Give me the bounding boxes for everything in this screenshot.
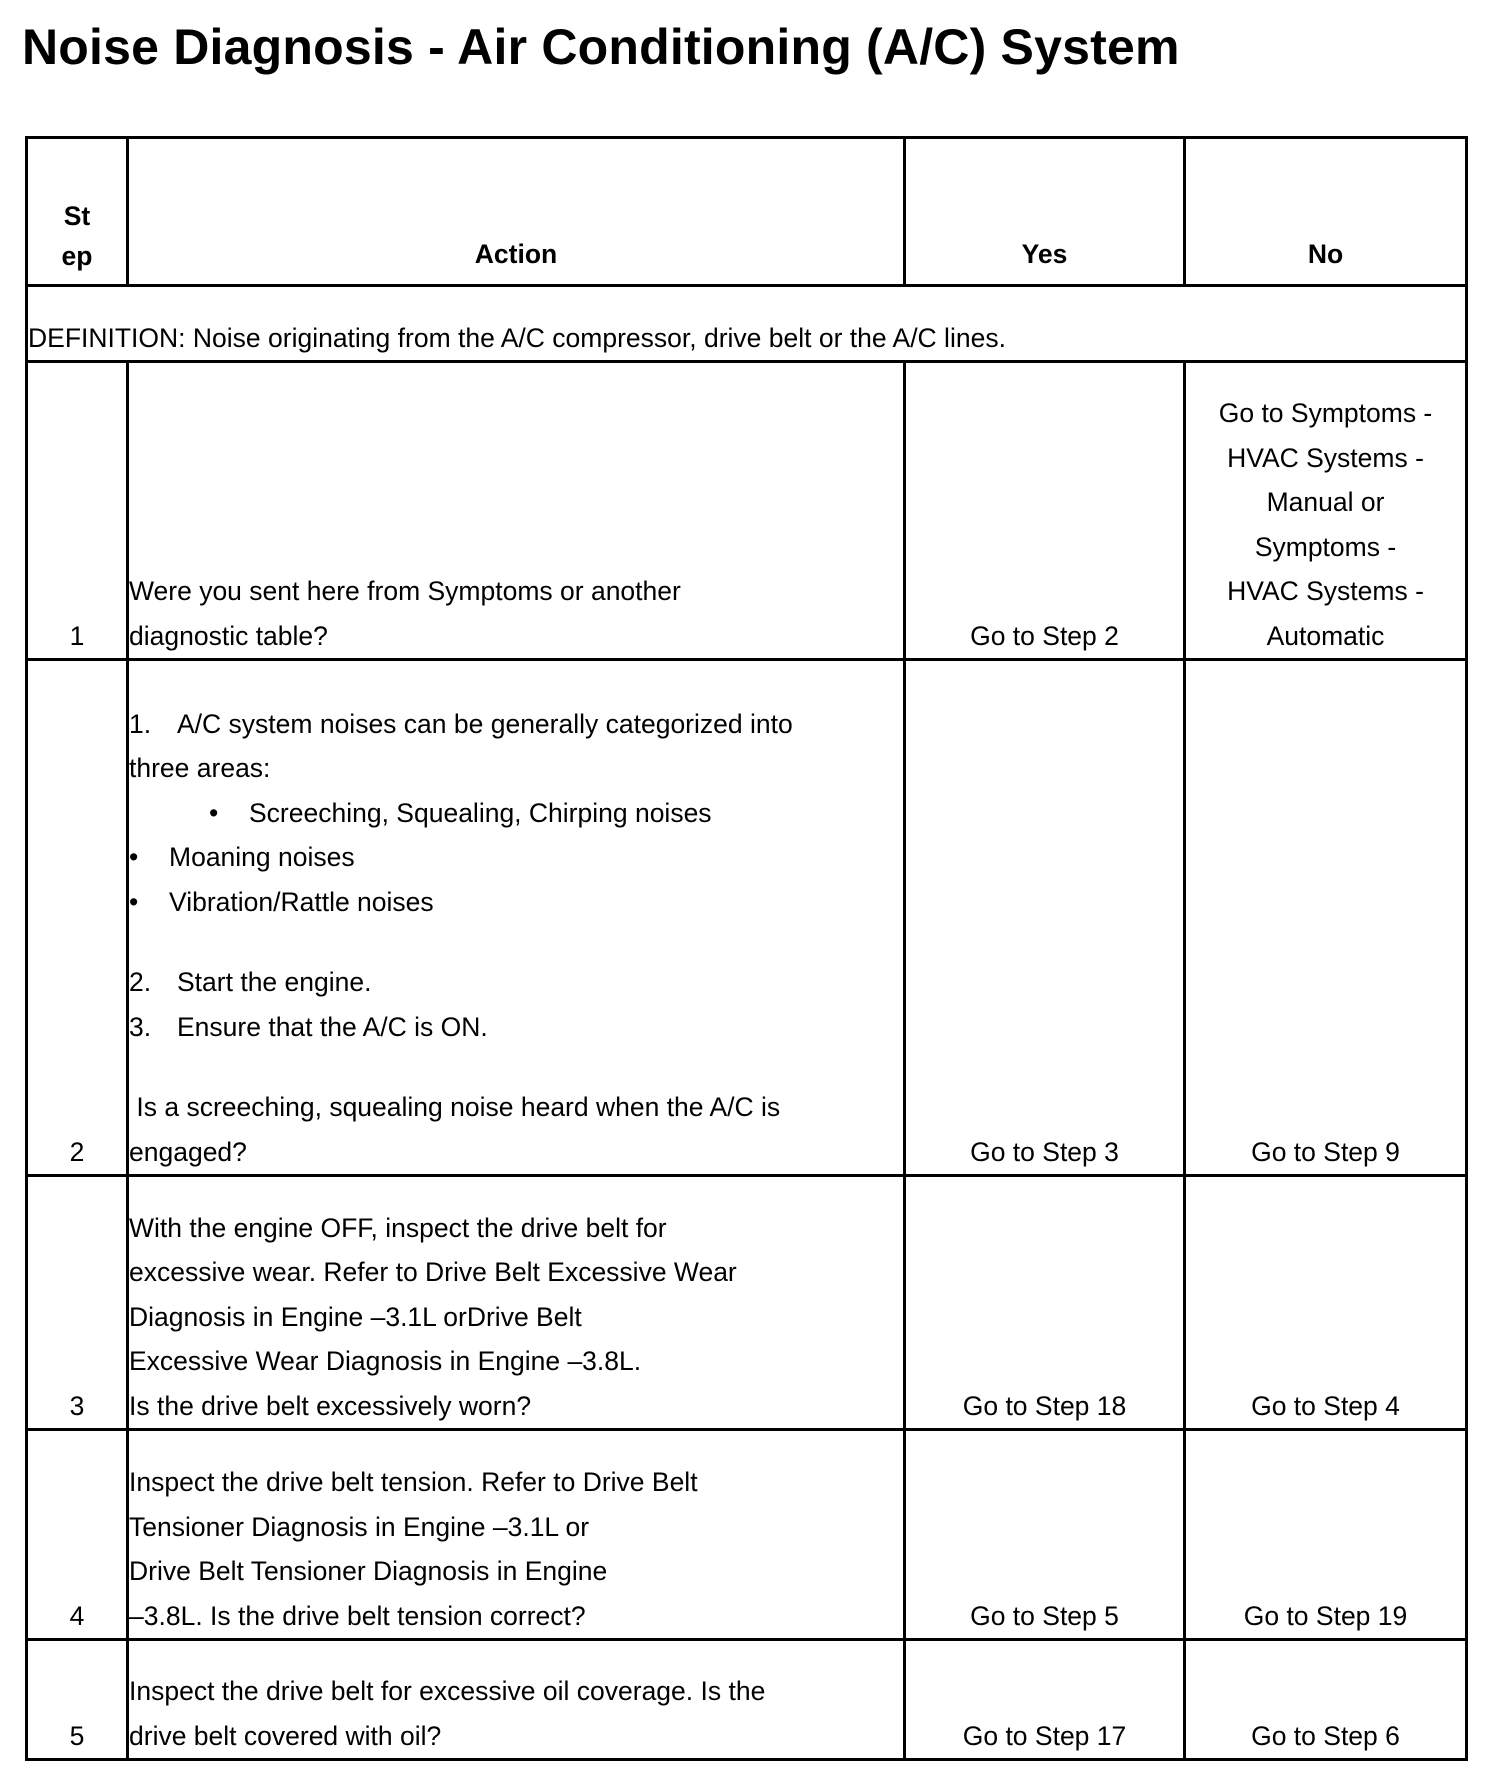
action-line: diagnostic table? <box>129 620 328 651</box>
header-step-line2: ep <box>61 241 93 271</box>
no-cell: Go to Step 19 <box>1185 1430 1467 1640</box>
action-line: Tensioner Diagnosis in Engine –3.1L or <box>129 1511 590 1542</box>
no-cell: Go to Step 4 <box>1185 1176 1467 1430</box>
action-item-3 <box>129 1005 903 1050</box>
step-number: 4 <box>27 1430 128 1640</box>
bullet-item <box>129 791 903 836</box>
step-number: 1 <box>27 362 128 660</box>
table-row <box>27 362 1467 660</box>
step-number: 2 <box>27 660 128 1176</box>
bullet-icon: • <box>209 797 219 828</box>
table-row <box>27 660 1467 1176</box>
table-row <box>27 1640 1467 1760</box>
action-cell <box>128 1430 905 1640</box>
action-line: Drive Belt Tensioner Diagnosis in Engine <box>129 1556 608 1586</box>
action-cell <box>128 1176 905 1430</box>
step-number: 3 <box>27 1176 128 1430</box>
action-line: –3.8L. Is the drive belt tension correct? <box>129 1600 586 1631</box>
action-line: Inspect the drive belt for excessive oil coverage. Is the <box>129 1676 766 1706</box>
no-cell: Go to Step 6 <box>1185 1640 1467 1760</box>
bullet-text: Moaning noises <box>169 842 355 872</box>
bullet-text: Screeching, Squealing, Chirping noises <box>249 797 712 828</box>
action-line: three areas: <box>129 753 271 783</box>
action-line: excessive wear. Refer to Drive Belt Excessive Wear <box>129 1257 737 1287</box>
table-row <box>27 1430 1467 1640</box>
action-line: Were you sent here from Symptoms or another <box>129 576 681 606</box>
yes-cell: Go to Step 17 <box>905 1640 1185 1760</box>
no-line: HVAC Systems - <box>1227 442 1424 473</box>
table-row <box>27 1176 1467 1430</box>
spacer <box>129 924 903 960</box>
action-line: drive belt covered with oil? <box>129 1720 442 1751</box>
item-number: 3. <box>129 1011 152 1042</box>
header-row <box>27 138 1467 286</box>
step-number: 5 <box>27 1640 128 1760</box>
no-line: HVAC Systems - <box>1227 576 1424 606</box>
header-no: No <box>1185 138 1467 286</box>
item-number: 2. <box>129 967 152 997</box>
action-item-2 <box>129 960 903 1005</box>
action-line: Excessive Wear Diagnosis in Engine –3.8L. <box>129 1346 642 1376</box>
bullet-icon: • <box>129 886 139 917</box>
action-line: Ensure that the A/C is ON. <box>177 1011 488 1042</box>
no-cell: Go to Step 9 <box>1185 660 1467 1176</box>
header-step-line1: St <box>63 201 91 231</box>
question-line: Is a screeching, squealing noise heard when the A/C is <box>129 1092 781 1122</box>
definition-text: DEFINITION: Noise originating from the A/C compressor, drive belt or the A/C lines. <box>27 286 1467 362</box>
yes-cell: Go to Step 5 <box>905 1430 1185 1640</box>
bullet-icon: • <box>129 842 139 872</box>
action-cell <box>128 1640 905 1760</box>
action-line: With the engine OFF, inspect the drive belt for <box>129 1212 667 1243</box>
header-step <box>27 138 128 286</box>
header-yes: Yes <box>905 138 1185 286</box>
bullet-text: Vibration/Rattle noises <box>169 886 434 917</box>
definition-row <box>27 286 1467 362</box>
no-line: Symptoms - <box>1254 531 1397 562</box>
bullet-item <box>129 880 903 925</box>
diagnostic-table <box>25 136 1468 1761</box>
page-title: Noise Diagnosis - Air Conditioning (A/C) System <box>22 19 1180 75</box>
question-line: engaged? <box>129 1136 247 1167</box>
header-action: Action <box>128 138 905 286</box>
yes-cell: Go to Step 3 <box>905 660 1185 1176</box>
bullet-item <box>129 835 903 880</box>
action-line: A/C system noises can be generally categorized into <box>177 708 793 739</box>
item-number: 1. <box>129 708 152 739</box>
spacer <box>129 1049 903 1085</box>
no-line: Go to Symptoms - <box>1218 398 1433 428</box>
action-line: Diagnosis in Engine –3.1L orDrive Belt <box>129 1301 582 1332</box>
yes-cell: Go to Step 18 <box>905 1176 1185 1430</box>
action-line: Inspect the drive belt tension. Refer to Drive Belt <box>129 1467 698 1497</box>
action-cell <box>128 660 905 1176</box>
action-line: Is the drive belt excessively worn? <box>129 1390 532 1421</box>
action-cell <box>128 362 905 660</box>
action-item-1 <box>129 702 903 747</box>
no-line: Automatic <box>1266 620 1385 651</box>
action-line: Start the engine. <box>177 967 372 997</box>
yes-cell: Go to Step 2 <box>905 362 1185 660</box>
no-line: Manual or <box>1266 487 1385 517</box>
no-cell <box>1185 362 1467 660</box>
